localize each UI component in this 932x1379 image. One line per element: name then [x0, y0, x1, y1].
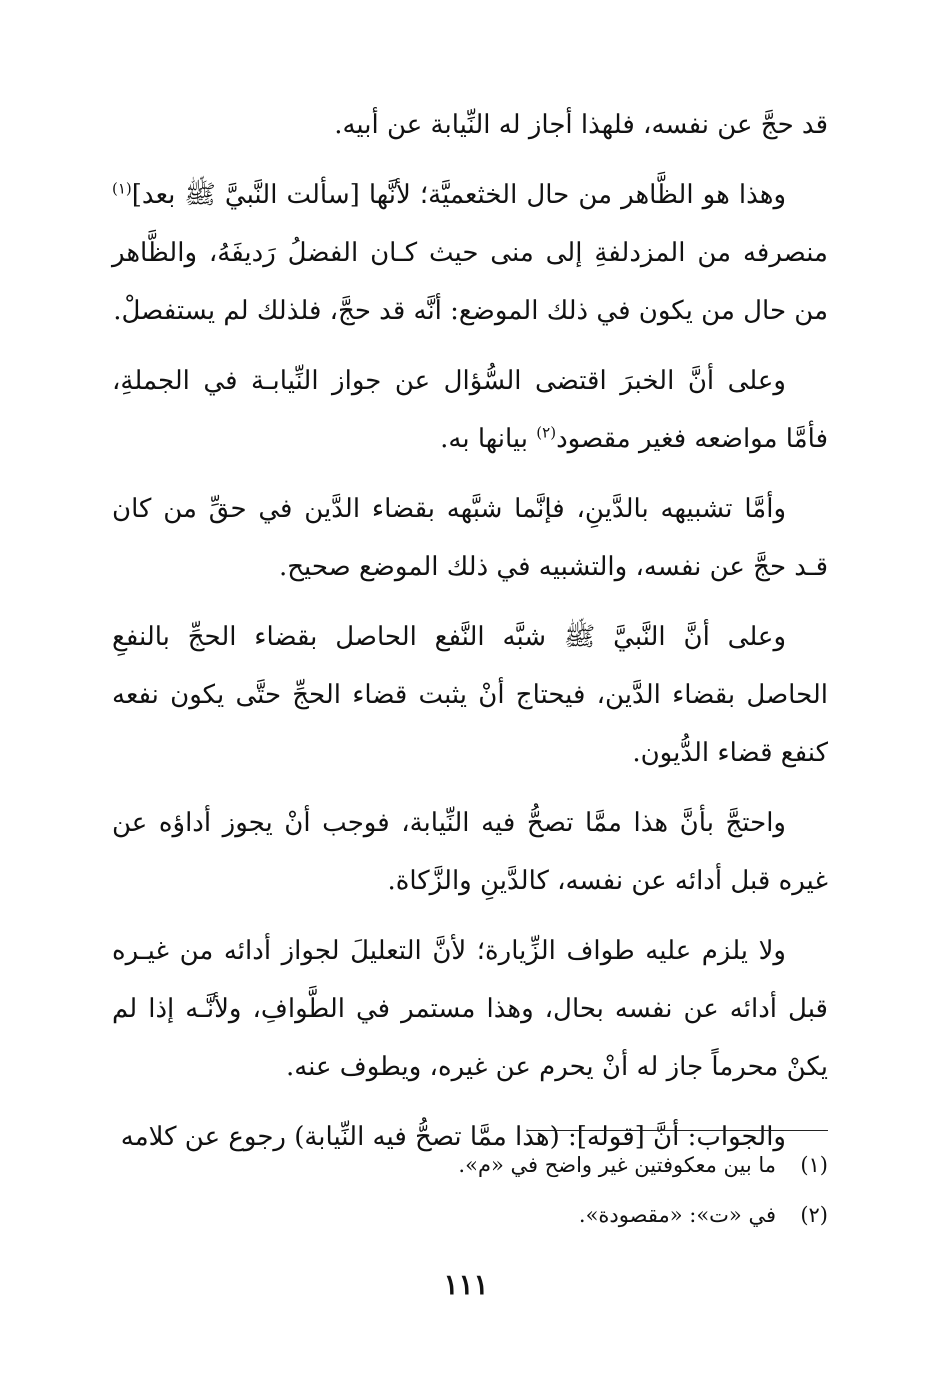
footnote-text: في «ت»: «مقصودة».	[578, 1203, 776, 1227]
paragraph-text: وعلى أنَّ الخبرَ اقتضى السُّؤال عن جواز النِّيابـة في الجملةِ، فأمَّا مواضعه فغير مقصود	[112, 366, 828, 454]
paragraph-3	[112, 352, 828, 468]
main-text	[112, 96, 828, 1166]
paragraph-7	[112, 922, 828, 1096]
paragraph-text-cont: منصرفه من المزدلفةِ إلى منى حيث كـان الفضلُ رَديفَهُ، والظَّاهر من حال من يكون في ذلك الموضع: أنَّه قد حجَّ، فلذلك لم يستفصلْ.	[112, 238, 828, 326]
paragraph-text: والجواب: أنَّ [قوله]: (هذا ممَّا تصحُّ فيه النِّيابة) رجوع عن كلامه	[120, 1122, 786, 1152]
paragraph-5	[112, 608, 828, 782]
paragraph-text: واحتجَّ بأنَّ هذا ممَّا تصحُّ فيه النِّيابة، فوجب أنْ يجوز أداؤه عن غيره قبل أدائه عن نفسه، كالدَّينِ والزَّكاة.	[112, 808, 828, 896]
paragraph-1	[112, 96, 828, 154]
footnote-2	[112, 1200, 828, 1230]
paragraph-text: قد حجَّ عن نفسه، فلهذا أجاز له النِّيابة عن أبيه.	[334, 110, 828, 140]
footnote-ref-1[interactable]: (١)	[112, 179, 132, 198]
paragraph-text: وعلى أنَّ النَّبيَّ ﷺ شبَّه النَّفع الحاصل بقضاء الحجِّ بالنفعِ الحاصل بقضاء الدَّين، فيحتاج أنْ يثبت قضاء الحجِّ حتَّى يكون نفعه كنفع قضاء الدُّيون.	[112, 622, 828, 768]
paragraph-text-cont: بيانها به.	[440, 424, 537, 454]
paragraph-text: ولا يلزم عليه طواف الزِّيارة؛ لأنَّ التعليلَ لجواز أدائه من غيـره قبل أدائه عن نفسه بحال، وهذا مستمر في الطَّوافِ، ولأنَّـه إذا لم يكنْ محرماً جاز له أنْ يحرم عن غيره، ويطوف عنه.	[112, 936, 828, 1082]
paragraph-text: وهذا هو الظَّاهر من حال الخثعميَّة؛ لأنَّها [سألت النَّبيَّ ﷺ بعد]	[131, 180, 786, 210]
footnote-number: (٢)	[800, 1203, 828, 1227]
paragraph-2	[112, 166, 828, 340]
footnote-text: ما بين معكوفتين غير واضح في «م».	[458, 1153, 776, 1177]
paragraph-4	[112, 480, 828, 596]
footnote-ref-2[interactable]: (٢)	[536, 423, 557, 442]
footnote-1	[112, 1150, 828, 1180]
footnote-number: (١)	[800, 1153, 828, 1177]
paragraph-text: وأمَّا تشبيهه بالدَّينِ، فإنَّما شبَّهه بقضاء الدَّين في حقِّ من كان قـد حجَّ عن نفسه، والتشبيه في ذلك الموضع صحيح.	[112, 494, 828, 582]
footnote-divider	[528, 1130, 828, 1131]
footnotes	[112, 1150, 828, 1250]
paragraph-6	[112, 794, 828, 910]
page-number: ١١١	[443, 1268, 489, 1301]
